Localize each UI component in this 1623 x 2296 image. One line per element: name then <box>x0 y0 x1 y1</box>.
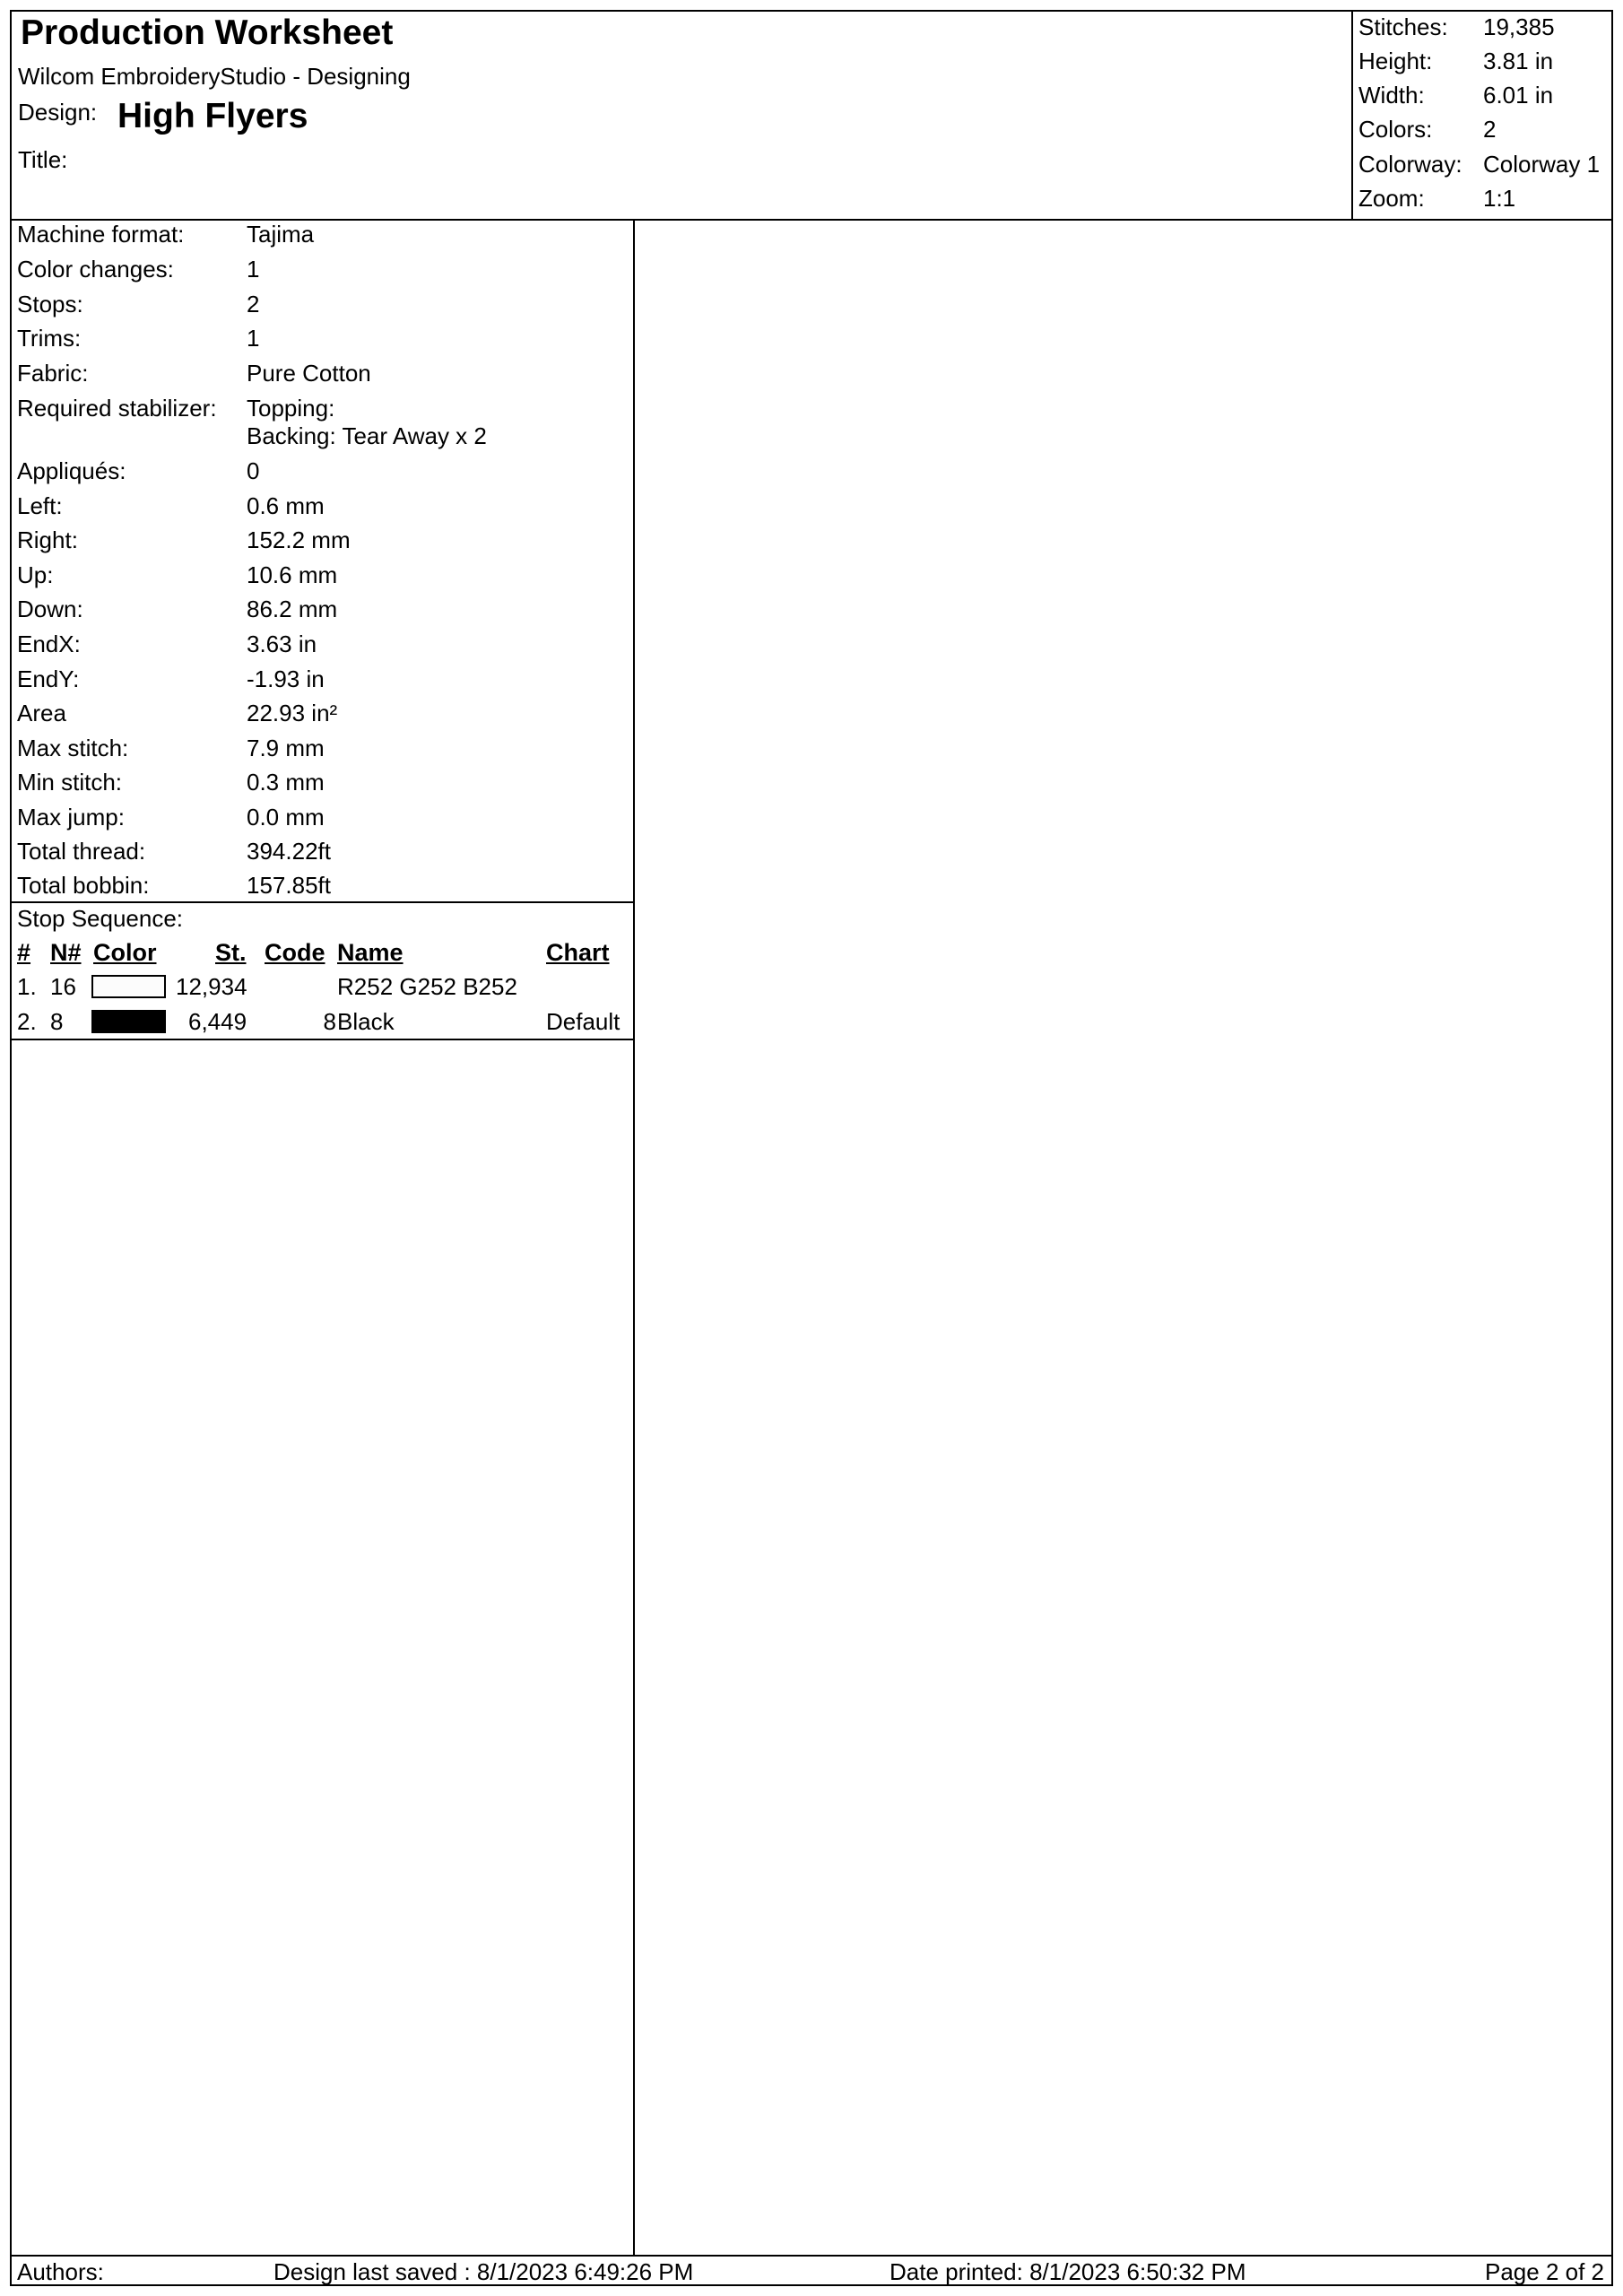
worksheet-footer <box>12 2255 1611 2286</box>
prop-value: 10.6 mm <box>247 561 338 588</box>
prop-label: Max jump: <box>17 804 125 831</box>
prop-value: 0.0 mm <box>247 804 325 831</box>
stat-colorway <box>1353 151 1613 185</box>
prop-value: 157.85ft <box>247 872 331 899</box>
row1-name: R252 G252 B252 <box>337 973 517 1000</box>
prop-value: 0.6 mm <box>247 492 325 519</box>
col-header-name: Name <box>337 939 404 966</box>
prop-label: Min stitch: <box>17 769 123 796</box>
row2-color-swatch <box>91 1010 166 1033</box>
design-stats <box>1351 12 1613 219</box>
stat-label: Width: <box>1358 82 1425 109</box>
stat-value: Colorway 1 <box>1483 151 1601 178</box>
design-properties <box>12 219 633 903</box>
stat-label: Zoom: <box>1358 185 1425 212</box>
prop-value: 3.63 in <box>247 631 317 657</box>
prop-value: 86.2 mm <box>247 596 338 622</box>
prop-label: Down: <box>17 596 83 622</box>
prop-label: Right: <box>17 526 78 553</box>
stop-sequence-title: Stop Sequence: <box>17 905 184 932</box>
prop-value: Pure Cotton <box>247 360 371 387</box>
prop-value: Topping: <box>247 395 335 422</box>
col-header-chart: Chart <box>546 939 610 966</box>
prop-value: 22.93 in² <box>247 700 338 726</box>
prop-label: Fabric: <box>17 360 89 387</box>
prop-label: Area <box>17 700 66 726</box>
footer-last-saved: Design last saved : 8/1/2023 6:49:26 PM <box>273 2258 694 2285</box>
prop-label: Total thread: <box>17 838 146 865</box>
row1-needle: 16 <box>50 973 76 1000</box>
row2-num: 2. <box>17 1008 37 1035</box>
footer-authors: Authors: <box>17 2258 104 2285</box>
footer-page-number: Page 2 of 2 <box>1485 2258 1604 2285</box>
stat-label: Height: <box>1358 48 1433 74</box>
prop-label: EndY: <box>17 665 80 692</box>
prop-value: 152.2 mm <box>247 526 351 553</box>
page-title: Production Worksheet <box>21 13 394 52</box>
stat-label: Colors: <box>1358 116 1433 143</box>
title-label: Title: <box>18 146 68 173</box>
stat-value: 3.81 in <box>1483 48 1554 74</box>
design-name: High Flyers <box>117 97 308 135</box>
stat-colors <box>1353 116 1613 150</box>
prop-value: Tajima <box>247 221 315 248</box>
prop-value: 7.9 mm <box>247 735 325 761</box>
stat-value: 2 <box>1483 116 1497 143</box>
design-label: Design: <box>18 99 98 126</box>
worksheet-body <box>12 219 1611 2255</box>
prop-label: Color changes: <box>17 256 174 283</box>
col-header-color: Color <box>93 939 157 966</box>
stat-stitches <box>1353 13 1613 48</box>
stat-label: Colorway: <box>1358 151 1462 178</box>
col-header-num: # <box>17 939 31 966</box>
prop-label: Max stitch: <box>17 735 129 761</box>
row2-name: Black <box>337 1008 395 1035</box>
prop-label: Left: <box>17 492 63 519</box>
prop-label: Trims: <box>17 325 82 352</box>
stat-value: 6.01 in <box>1483 82 1554 109</box>
prop-value: 0 <box>247 457 260 484</box>
stat-zoom <box>1353 185 1613 219</box>
prop-label: Up: <box>17 561 54 588</box>
worksheet-page <box>10 10 1613 2286</box>
app-subtitle: Wilcom EmbroideryStudio - Designing <box>18 63 411 90</box>
prop-label: EndX: <box>17 631 81 657</box>
prop-value-backing: Backing: Tear Away x 2 <box>247 422 487 449</box>
prop-value: 2 <box>247 291 260 317</box>
col-header-needle: N# <box>50 939 82 966</box>
col-header-code: Code <box>265 939 325 966</box>
stat-value: 1:1 <box>1483 185 1516 212</box>
prop-label: Machine format: <box>17 221 185 248</box>
prop-label: Appliqués: <box>17 457 126 484</box>
row2-chart: Default <box>546 1008 621 1035</box>
prop-value: -1.93 in <box>247 665 325 692</box>
prop-value: 0.3 mm <box>247 769 325 796</box>
worksheet-header <box>12 12 1611 221</box>
stat-height <box>1353 48 1613 82</box>
row2-stitches: 6,449 <box>188 1008 247 1035</box>
stop-sequence-table <box>12 903 633 1040</box>
prop-label: Total bobbin: <box>17 872 150 899</box>
row1-num: 1. <box>17 973 37 1000</box>
row1-color-swatch <box>91 975 166 998</box>
details-column <box>12 219 635 2255</box>
stat-value: 19,385 <box>1483 13 1555 40</box>
col-header-stitches: St. <box>215 939 247 966</box>
prop-label: Stops: <box>17 291 83 317</box>
stat-label: Stitches: <box>1358 13 1448 40</box>
prop-value: 1 <box>247 256 260 283</box>
stat-width <box>1353 82 1613 116</box>
prop-value: 394.22ft <box>247 838 331 865</box>
row2-code: 8 <box>323 1008 336 1035</box>
row2-needle: 8 <box>50 1008 64 1035</box>
row1-stitches: 12,934 <box>176 973 247 1000</box>
prop-value: 1 <box>247 325 260 352</box>
header-info <box>12 12 1351 219</box>
prop-label: Required stabilizer: <box>17 395 217 422</box>
footer-date-printed: Date printed: 8/1/2023 6:50:32 PM <box>890 2258 1246 2285</box>
